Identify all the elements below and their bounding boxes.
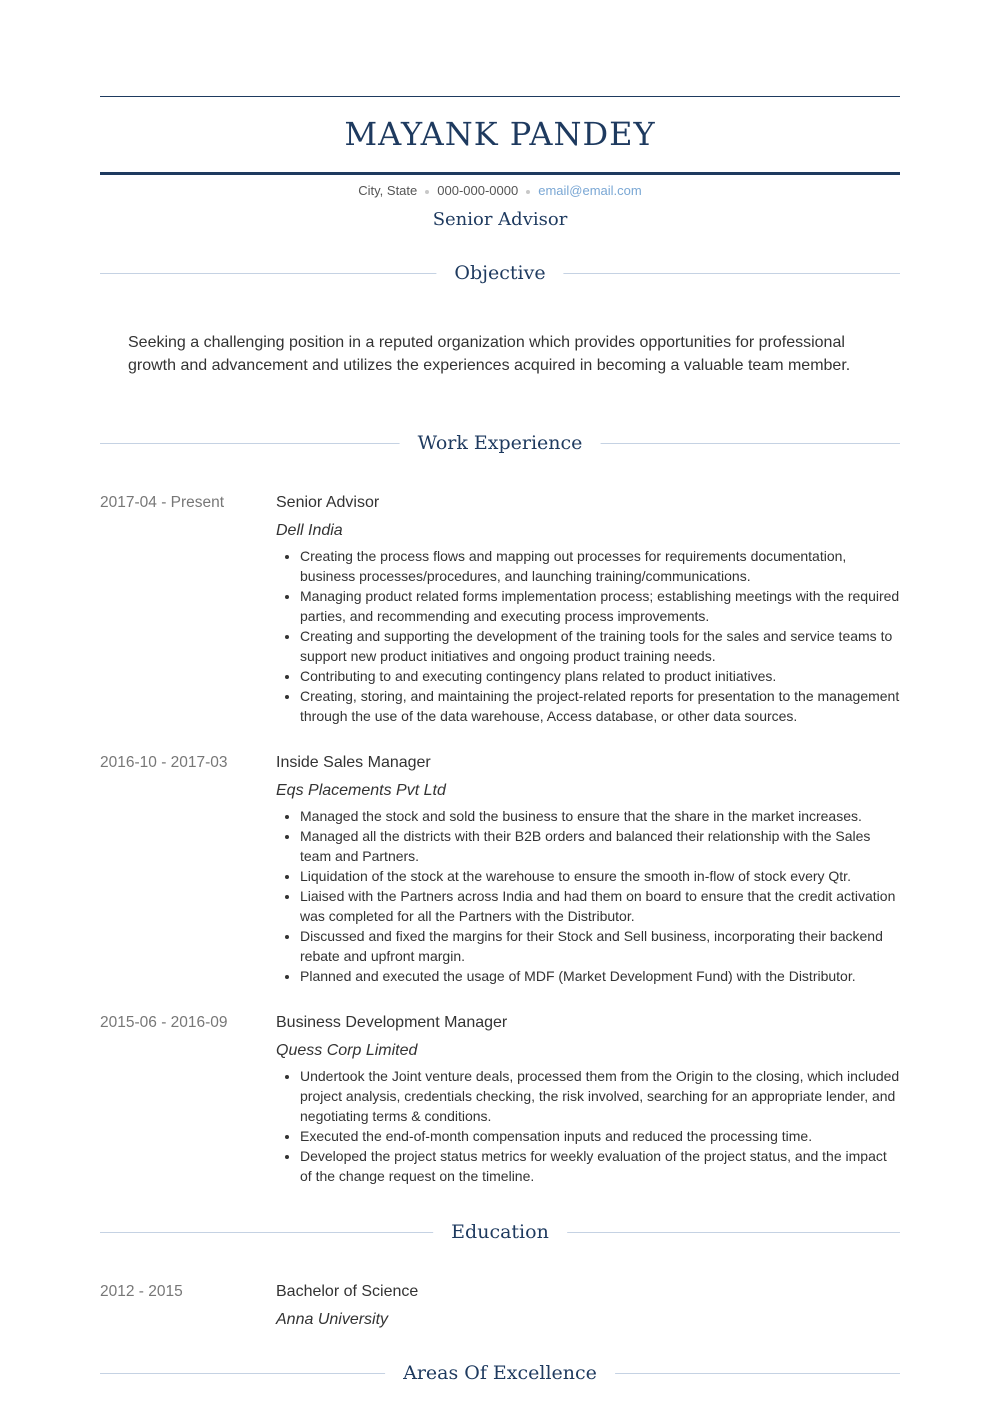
work-company: Eqs Placements Pvt Ltd [276, 782, 446, 799]
list-item: • Executed the end-of-month compensation inputs and reduced the processing time. [300, 1126, 900, 1146]
contact-line [100, 182, 900, 200]
list-item: • Contributing to and executing contingency plans related to product initiatives. [300, 666, 900, 686]
objective-text: Seeking a challenging position in a reputed organization which provides opportunities for professional growth and advancement and utilizes the experiences acquired in becoming a valuable team member. [128, 334, 851, 374]
list-item: • Planned and executed the usage of MDF (Market Development Fund) with the Distributor. [300, 966, 900, 986]
education-details [276, 1281, 900, 1331]
candidate-name: MAYANK PANDEY [344, 115, 656, 153]
section-education [100, 1217, 900, 1247]
list-item: • Liaised with the Partners across India and had them on board to ensure that the credit activation was completed for all the Partners with the Distributor. [300, 886, 900, 926]
work-dates: 2016-10 - 2017-03 [100, 754, 228, 771]
contact-phone: 000-000-0000 [437, 183, 519, 198]
work-bullet-list [276, 806, 900, 986]
bullet-separator-icon [425, 190, 429, 194]
work-details [276, 1012, 900, 1186]
contact-email-link[interactable]: email@email.com [538, 183, 642, 198]
work-role: Senior Advisor [276, 494, 380, 511]
top-divider [100, 96, 900, 97]
education-dates: 2012 - 2015 [100, 1283, 183, 1300]
work-details [276, 752, 900, 986]
list-item: • Creating and supporting the development of the training tools for the sales and service teams to support new product initiatives and ongoing product training needs. [300, 626, 900, 666]
education-school: Anna University [276, 1311, 389, 1328]
bullet-separator-icon [526, 190, 530, 194]
list-item: • Developed the project status metrics for weekly evaluation of the project status, and the impact of the change request on the timeline. [300, 1146, 900, 1186]
resume-page [100, 0, 900, 1410]
list-item: • Managing product related forms implementation process; establishing meetings with the required parties, and recommending and executing process improvements. [300, 586, 900, 626]
section-work-experience [100, 428, 900, 458]
work-bullet-list [276, 1066, 900, 1186]
contact-city: City, State [358, 183, 418, 198]
education-degree: Bachelor of Science [276, 1283, 419, 1300]
work-details [276, 492, 900, 726]
section-title: Objective [436, 258, 563, 288]
list-item: • Creating, storing, and maintaining the project-related reports for presentation to the management through the use of the data warehouse, Access database, or other data sources. [300, 686, 900, 726]
work-bullet-list [276, 546, 900, 726]
section-areas-of-excellence [100, 1358, 900, 1388]
work-dates: 2017-04 - Present [100, 494, 225, 511]
list-item: • Creating the process flows and mapping out processes for requirements documentation, business processes/procedures, and launching training/communications. [300, 546, 900, 586]
work-role: Inside Sales Manager [276, 754, 431, 771]
list-item: • Managed all the districts with their B2B orders and balanced their relationship with the Sales team and Partners. [300, 826, 900, 866]
list-item: • Liquidation of the stock at the warehouse to ensure the smooth in-flow of stock every Qtr. [300, 866, 900, 886]
work-dates: 2015-06 - 2016-09 [100, 1014, 228, 1031]
list-item: • Undertook the Joint venture deals, processed them from the Origin to the closing, which included project analysis, credentials checking, the risk involved, searching for an appropriate lender, and negotiating terms & conditions. [300, 1066, 900, 1126]
section-objective [100, 258, 900, 288]
name-divider [100, 172, 900, 175]
list-item: • Managed the stock and sold the business to ensure that the share in the market increases. [300, 806, 900, 826]
section-title: Work Experience [400, 428, 601, 458]
list-item: • Discussed and fixed the margins for their Stock and Sell business, incorporating their backend rebate and upfront margin. [300, 926, 900, 966]
headline-title: Senior Advisor [432, 209, 568, 230]
work-company: Quess Corp Limited [276, 1042, 418, 1059]
work-role: Business Development Manager [276, 1014, 508, 1031]
work-company: Dell India [276, 522, 343, 539]
section-title: Education [433, 1217, 567, 1247]
section-title: Areas Of Excellence [385, 1358, 615, 1388]
